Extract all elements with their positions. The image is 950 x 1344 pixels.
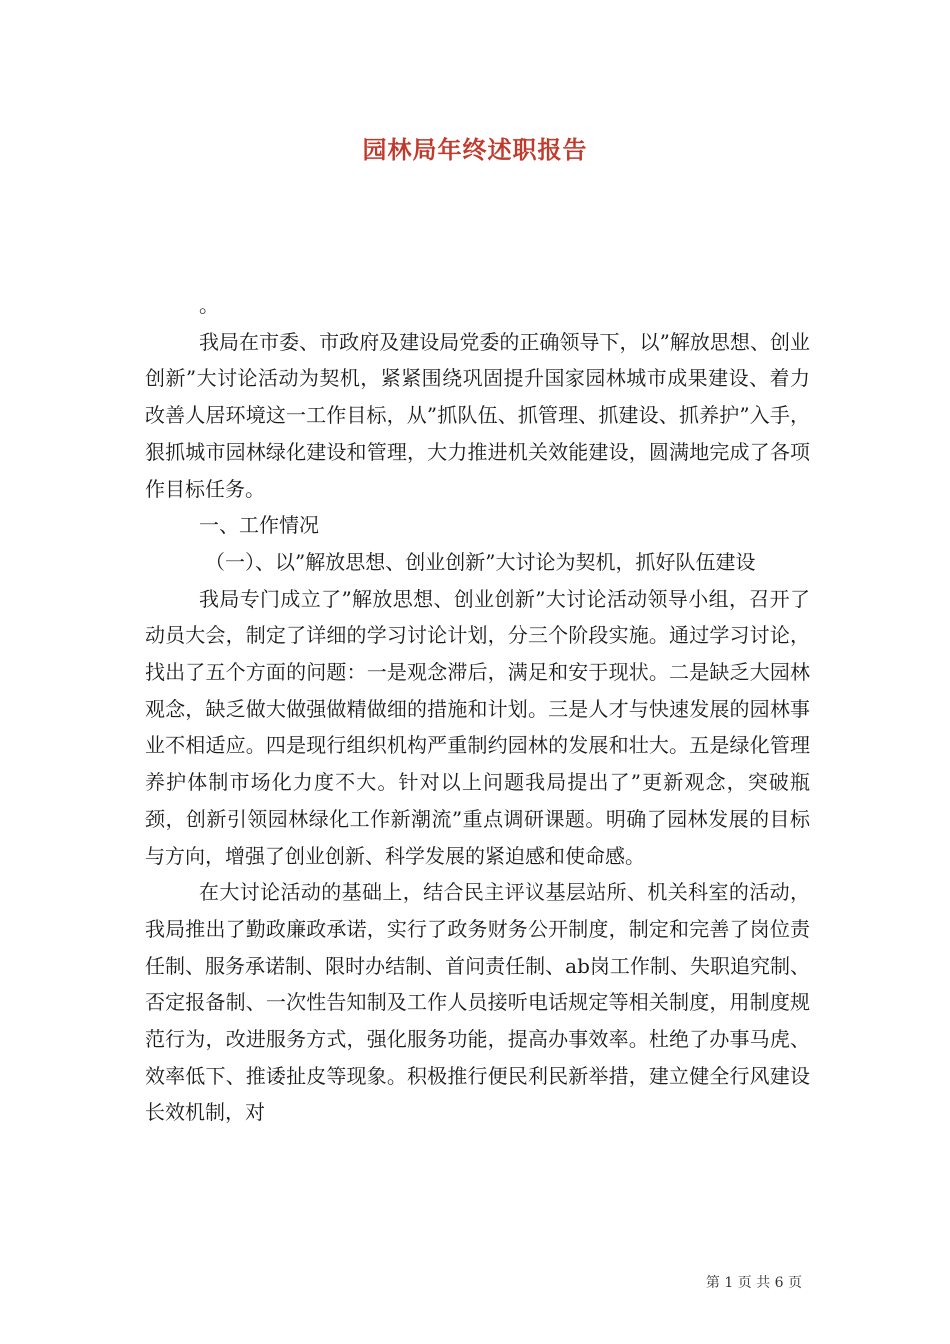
paragraph-introduction: 我局在市委、市政府及建设局党委的正确领导下，以”解放思想、创业创新”大讨论活动为契机，紧紧围绕巩固提升国家园林城市成果建设、着力改善人居环境这一工作目标，从”抓队伍、抓管理、抓建设、抓养护”入手，狠抓城市园林绿化建设和管理，大力推进机关效能建设，圆满地完成了各项作目标任务。 bbox=[145, 329, 810, 501]
paragraph-opening-mark: 。 bbox=[199, 293, 219, 317]
page-number-footer: 第 1 页 共 6 页 bbox=[705, 1275, 802, 1291]
paragraph-discussion-activity: 我局专门成立了”解放思想、创业创新”大讨论活动领导小组，召开了动员大会，制定了详细的学习讨论计划，分三个阶段实施。通过学习讨论，找出了五个方面的问题：一是观念滞后，满足和安于现状。二是缺乏大园林观念，缺乏做大做强做精做细的措施和计划。三是人才与快速发展的园林事业不相适应。四是现行组织机构严重制约园林的发展和壮大。五是绿化管理养护体制市场化力度不大。针对以上问题我局提出了”更新观念，突破瓶颈，创新引领园林绿化工作新潮流”重点调研课题。明确了园林发展的目标与方向，增强了创业创新、科学发展的紧迫感和使命感。 bbox=[145, 586, 810, 868]
document-body bbox=[145, 287, 810, 1131]
document-title: 园林局年终述职报告 bbox=[362, 135, 588, 164]
subsection-heading-team-building: （一）、以”解放思想、创业创新”大讨论为契机，抓好队伍建设 bbox=[205, 549, 756, 574]
section-heading-work-status: 一、工作情况 bbox=[199, 513, 319, 538]
paragraph-system-building: 在大讨论活动的基础上，结合民主评议基层站所、机关科室的活动，我局推出了勤政廉政承诺，实行了政务财务公开制度，制定和完善了岗位责任制、服务承诺制、限时办结制、首问责任制、ab岗工作制、失职追究制、否定报备制、一次性告知制及工作人员接听电话规定等相关制度，用制度规范行为，改进服务方式，强化服务功能，提高办事效率。杜绝了办事马虎、效率低下、推诿扯皮等现象。积极推行便民利民新举措，建立健全行风建设长效机制，对 bbox=[145, 880, 810, 1125]
